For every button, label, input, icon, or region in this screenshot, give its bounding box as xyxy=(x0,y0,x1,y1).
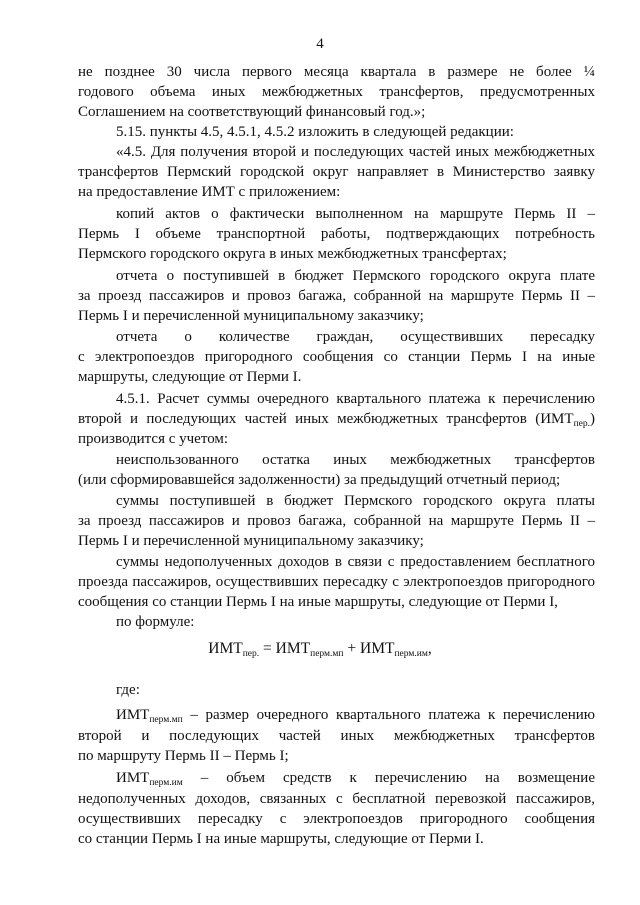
text-line: маршруты, следующие от Перми I. xyxy=(78,369,302,385)
text-line: «4.5. Для получения второй и последующих частей иных межбюджетных xyxy=(116,144,595,160)
text-line: по маршруту Пермь II – Пермь I; xyxy=(78,748,289,764)
text-line: где: xyxy=(116,682,140,698)
text-line: не позднее 30 числа первого месяца квартала в размере не более ¼ xyxy=(78,64,595,80)
text-line: 5.15. пункты 4.5, 4.5.1, 4.5.2 изложить в следующей редакции: xyxy=(116,124,514,140)
text-line: годового объема иных межбюджетных трансфертов, предусмотренных xyxy=(78,84,595,100)
text-line: суммы недополученных доходов в связи с предоставлением бесплатного xyxy=(116,554,595,570)
text-line: второй и последующих частей иных межбюджетных трансфертов xyxy=(78,728,595,744)
text-line: со станции Пермь I на иные маршруты, следующие от Перми I. xyxy=(78,831,484,847)
text-line: $ИМТ_{перм.им}$ – объем средств к перечислению на возмещение xyxy=(116,770,595,788)
text-line: Соглашением на соответствующий финансовый год.»; xyxy=(78,104,426,120)
text-line: неиспользованного остатка иных межбюджетных трансфертов xyxy=(116,452,595,468)
text-line: второй и последующих частей иных межбюджетных трансфертов $(ИМТ_{пер.})$ xyxy=(78,411,595,429)
text-line: Пермь I и перечисленной муниципальному заказчику; xyxy=(78,308,424,324)
text-line: Пермского городского округа в иных межбюджетных трансфертах; xyxy=(78,246,507,262)
text-line: сообщения со станции Пермь I на иные маршруты, следующие от Перми I, xyxy=(78,594,558,610)
text-line: отчета о поступившей в бюджет Пермского городского округа плате xyxy=(116,268,595,284)
text-line: Пермь I объеме транспортной работы, подтверждающих потребность xyxy=(78,226,595,242)
text-line: на предоставление ИМТ с приложением: xyxy=(78,184,341,200)
text-line: 4.5.1. Расчет суммы очередного квартального платежа к перечислению xyxy=(116,391,595,407)
text-line: копий актов о фактически выполненном на маршруте Пермь II – xyxy=(116,206,595,222)
text-line: за проезд пассажиров и провоз багажа, собранной на маршруте Пермь II – xyxy=(78,288,595,304)
text-line: производится с учетом: xyxy=(78,431,229,447)
page-number: 4 xyxy=(316,36,324,52)
text-line: по формуле: xyxy=(116,614,195,630)
text-line: $ИМТ_{перм.мп}$ – размер очередного квартального платежа к перечислению xyxy=(116,707,595,725)
text-line: осуществивших пересадку с электропоездов пригородного сообщения xyxy=(78,811,595,827)
formula: $ИМТ_{пер.} = ИМТ_{перм.мп} + ИМТ_{перм.им}$, xyxy=(208,640,432,659)
text-line: за проезд пассажиров и провоз багажа, собранной на маршруте Пермь II – xyxy=(78,513,595,529)
text-line: отчета о количестве граждан, осуществивших пересадку xyxy=(116,329,595,345)
text-line: суммы поступившей в бюджет Пермского городского округа платы xyxy=(116,493,595,509)
text-line: с электропоездов пригородного сообщения со станции Пермь I на иные xyxy=(78,349,595,365)
text-line: недополученных доходов, связанных с бесплатной перевозкой пассажиров, xyxy=(78,791,595,807)
text-line: Пермь I и перечисленной муниципальному заказчику; xyxy=(78,533,424,549)
text-line: проезда пассажиров, осуществивших пересадку с электропоездов пригородного xyxy=(78,574,595,590)
text-line: (или сформировавшейся задолженности) за предыдущий отчетный период; xyxy=(78,472,561,488)
text-line: трансфертов Пермский городской округ направляет в Министерство заявку xyxy=(78,164,595,180)
